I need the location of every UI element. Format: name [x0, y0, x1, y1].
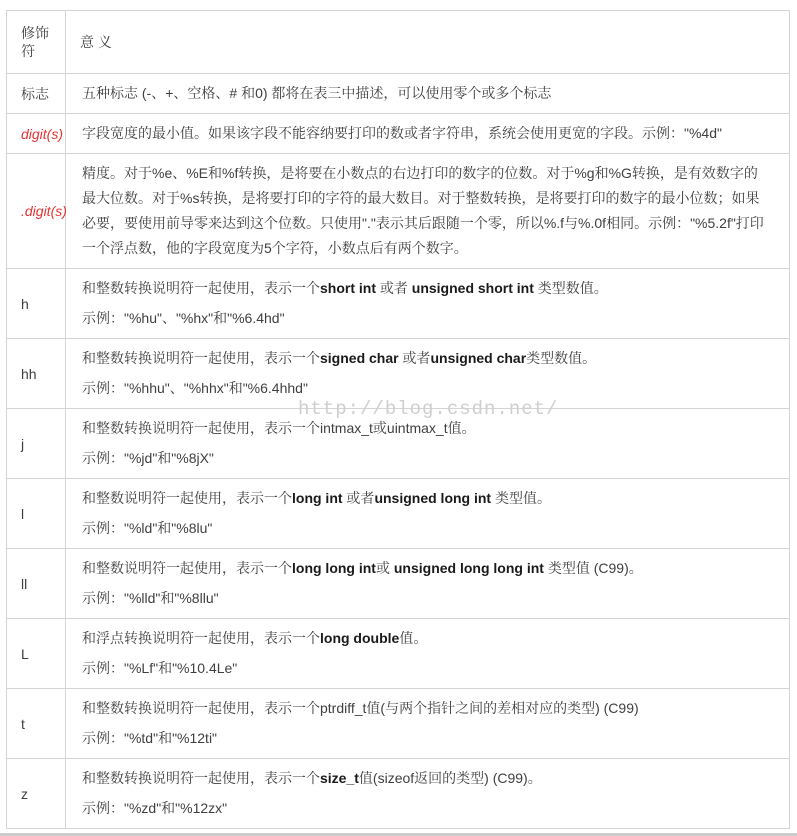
modifier-cell: .digit(s) [7, 154, 66, 269]
table-row [7, 759, 790, 829]
meaning-text: 类型值 (C99)。 [543, 560, 643, 576]
meaning-text: 类型值。 [491, 490, 551, 506]
meaning-text: 值。 [399, 630, 428, 646]
column-header-meaning: 意 义 [66, 11, 790, 74]
meaning-line [82, 796, 771, 821]
meaning-cell [66, 619, 790, 689]
column-header-modifier: 修饰符 [7, 11, 66, 74]
meaning-text: 五种标志 (-、+、空格、# 和0) 都将在表三中描述，可以使用零个或多个标志 [82, 85, 552, 101]
meaning-line [82, 626, 771, 651]
meaning-text: 类型数值。 [526, 350, 597, 366]
meaning-line [82, 556, 771, 581]
modifier-cell: j [7, 409, 66, 479]
meaning-text: 字段宽度的最小值。如果该字段不能容纳要打印的数或者字符串，系统会使用更宽的字段。示例："%4d" [82, 125, 722, 141]
meaning-text: 和整数转换说明符一起使用，表示一个ptrdiff_t值(与两个指针之间的差相对应的类型) (C99) [82, 700, 639, 716]
table-row [7, 339, 790, 409]
modifier-cell: l [7, 479, 66, 549]
meaning-line [82, 376, 771, 401]
meaning-line [82, 486, 771, 511]
meaning-line [82, 766, 771, 791]
table-row [7, 479, 790, 549]
table-row [7, 619, 790, 689]
meaning-text: 或 [375, 560, 394, 576]
meaning-text: 或者 [342, 490, 375, 506]
type-name-bold: long long int [292, 560, 376, 576]
meaning-line [82, 726, 771, 751]
table-row [7, 689, 790, 759]
type-name-bold: signed char [320, 350, 399, 366]
type-name-bold: unsigned long long int [393, 560, 544, 576]
modifier-cell: hh [7, 339, 66, 409]
modifier-cell: 标志 [7, 74, 66, 114]
type-name-bold: long int [292, 490, 343, 506]
meaning-line [82, 656, 771, 681]
meaning-line [82, 121, 771, 146]
type-name-bold: unsigned short int [411, 280, 534, 296]
meaning-text: 示例："%lld"和"%8llu" [82, 590, 219, 606]
table-row [7, 114, 790, 154]
meaning-cell [66, 549, 790, 619]
table-row [7, 74, 790, 114]
meaning-text: 和浮点转换说明符一起使用，表示一个 [82, 630, 320, 646]
meaning-line [82, 81, 771, 106]
meaning-text: 或者 [398, 350, 431, 366]
meaning-line [82, 346, 771, 371]
meaning-text: 和整数转换说明符一起使用，表示一个 [82, 770, 320, 786]
modifier-cell: t [7, 689, 66, 759]
type-name-bold: long double [320, 630, 400, 646]
meaning-line [82, 446, 771, 471]
meaning-text: 和整数说明符一起使用，表示一个 [82, 560, 292, 576]
meaning-text: 和整数转换说明符一起使用，表示一个 [82, 350, 320, 366]
meaning-line [82, 306, 771, 331]
meaning-text: 示例："%td"和"%12ti" [82, 730, 218, 746]
meaning-text: 示例："%hhu"、"%hhx"和"%6.4hhd" [82, 380, 308, 396]
watermark: http://blog.csdn.net/ [298, 398, 559, 420]
meaning-text: 类型数值。 [533, 280, 608, 296]
modifier-table [6, 10, 790, 829]
meaning-line [82, 516, 771, 541]
meaning-text: 和整数转换说明符一起使用，表示一个 [82, 280, 320, 296]
meaning-cell [66, 269, 790, 339]
meaning-cell [66, 689, 790, 759]
modifier-cell: digit(s) [7, 114, 66, 154]
meaning-text: 示例："%zd"和"%12zx" [82, 800, 228, 816]
meaning-line [82, 586, 771, 611]
meaning-cell [66, 759, 790, 829]
modifier-cell: h [7, 269, 66, 339]
meaning-text: 精度。对于%e、%E和%f转换，是将要在小数点的右边打印的数字的位数。对于%g和%G转换，是有效数字的最大位数。对于%s转换，是将要打印的字符的最大数目。对于整数转换，是将要打印的数字的最小位数；如果必要，要使用前导零来达到这个位数。只使用"."表示其后跟随一个零，所以%.f与%.0f相同。示例："%5.2f"打印一个浮点数，他的字段宽度为5个字符，小数点后有两个数字。 [82, 165, 764, 256]
type-name-bold: short int [320, 280, 376, 296]
meaning-text: 示例："%Lf"和"%10.4Le" [82, 660, 238, 676]
meaning-text: 值(sizeof返回的类型) (C99)。 [358, 770, 542, 786]
table-row [7, 154, 790, 269]
meaning-cell [66, 114, 790, 154]
meaning-line [82, 276, 771, 301]
meaning-cell [66, 479, 790, 549]
meaning-text: 示例："%hu"、"%hx"和"%6.4hd" [82, 310, 285, 326]
type-name-bold: unsigned long int [374, 490, 492, 506]
modifier-cell: L [7, 619, 66, 689]
table-row [7, 549, 790, 619]
meaning-text: 或者 [376, 280, 412, 296]
meaning-cell [66, 74, 790, 114]
type-name-bold: size_t [320, 770, 359, 786]
meaning-line [82, 161, 771, 261]
table-row [7, 269, 790, 339]
table-header-row [7, 11, 790, 74]
meaning-line [82, 416, 771, 441]
meaning-line [82, 696, 771, 721]
meaning-cell [66, 409, 790, 479]
meaning-text: 示例："%jd"和"%8jX" [82, 450, 214, 466]
modifier-cell: z [7, 759, 66, 829]
meaning-cell [66, 339, 790, 409]
modifier-cell: ll [7, 549, 66, 619]
meaning-text: 和整数转换说明符一起使用，表示一个intmax_t或uintmax_t值。 [82, 420, 476, 436]
meaning-cell [66, 154, 790, 269]
meaning-text: 示例："%ld"和"%8lu" [82, 520, 213, 536]
type-name-bold: unsigned char [430, 350, 527, 366]
meaning-text: 和整数说明符一起使用，表示一个 [82, 490, 292, 506]
table-row [7, 409, 790, 479]
